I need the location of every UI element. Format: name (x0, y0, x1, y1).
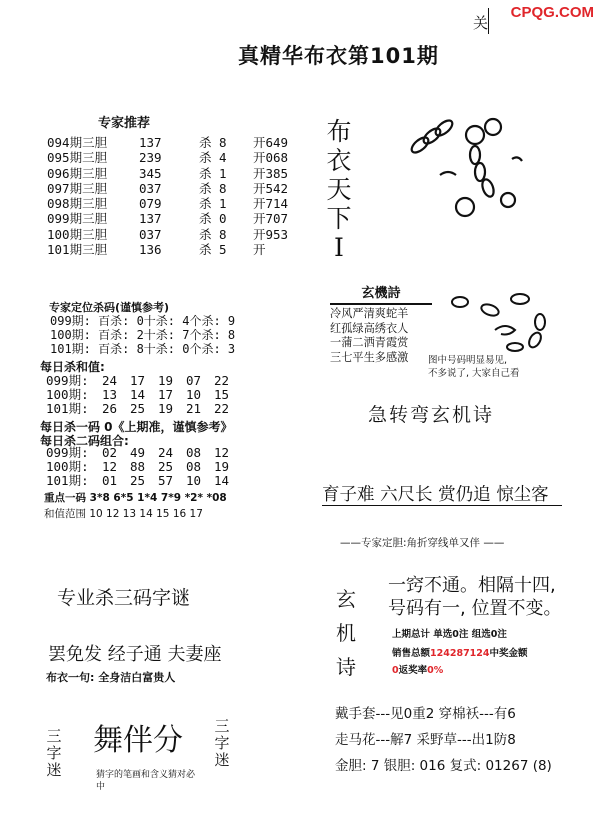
kill-three-answer: 罢免发 经子通 夫妻座 (48, 644, 222, 665)
poem-title: 玄機詩 (361, 286, 401, 301)
daily-kill-two-title: 每日杀二码组合: (40, 434, 129, 448)
list-item: 101期: 百杀: 8十杀: 0个杀: 3 (50, 342, 236, 356)
turn-poem-underline (322, 505, 562, 506)
list-item: 100期: 12 88 25 08 19 (46, 459, 230, 474)
riddle-main: 舞伴分 (93, 723, 183, 758)
list-item: 098期三胆 079 杀 1 开714 (47, 196, 289, 212)
list-item: 100期: 百杀: 2十杀: 7个杀: 8 (50, 328, 236, 342)
list-item: 冷风严清爽蛇羊 (330, 307, 409, 320)
riddle-label-right: 三字迷 (214, 717, 230, 769)
hint-list (335, 701, 552, 779)
list-item: 100期三胆 037 杀 8 开953 (47, 226, 289, 242)
chain-figure-top (400, 115, 530, 225)
tip-line-2: 号码有一, 位置不变。 (388, 598, 562, 619)
list-item: 099期三胆 137 杀 0 开707 (47, 211, 289, 227)
daily-kill-sum-list (46, 374, 242, 416)
expert-fixed-banner: ——专家定胆:角折穿线单又伴 —— (340, 537, 505, 549)
list-item: 099期: 02 49 24 08 12 (46, 445, 230, 460)
expert-recommend-title: 专家推荐 (98, 116, 151, 131)
corner-text: 关 (473, 14, 489, 32)
position-kill-list (50, 314, 235, 356)
position-kill-title: 专家定位杀码(谨慎参考) (49, 301, 170, 314)
list-item: 戴手套---见0重2 穿棉袄---有6 (335, 706, 516, 722)
list-item: 红孤绿高绣衣人 (330, 321, 409, 335)
watermark-text: CPQG.COM (510, 4, 594, 21)
list-item: 099期: 百杀: 0十杀: 4个杀: 9 (50, 314, 236, 328)
list-item: 099期: 24 17 19 07 22 (46, 373, 230, 388)
riddle-hint: 猜字的笔画和含义猜对必中 (96, 770, 196, 792)
list-item: 金胆: 7 银胆: 016 复式: 01267 (8) (335, 758, 552, 774)
poem-divider (330, 303, 432, 305)
daily-kill-sum-title: 每日杀和值: (40, 360, 105, 374)
list-item: 101期: 26 25 19 21 22 (46, 401, 230, 416)
sum-range: 和值范围 10 12 13 14 15 16 17 (44, 508, 203, 520)
turn-poem-title: 急转弯玄机诗 (368, 404, 495, 426)
bu-yi-vertical-title: 布衣天下I (326, 117, 352, 262)
figure-note: 图中号码明显易见, 不多说了, 大家自己看 (428, 355, 520, 379)
bu-yi-motto: 布衣一句: 全身洁白富贵人 (46, 671, 176, 684)
list-item: 三七平生多感激 (330, 350, 409, 364)
list-item: 101期三胆 136 杀 5 开 (47, 242, 266, 258)
daily-kill-two-list (46, 446, 242, 488)
return-rate: 0返奖率0% (392, 665, 444, 676)
tip-line-1: 一窍不通。相隔十四, (388, 575, 556, 596)
list-item: 一蒲二洒青霞赏 (330, 336, 409, 349)
list-item: 101期: 01 25 57 10 14 (46, 473, 230, 488)
poem-lines (330, 307, 432, 365)
page-title: 真精华布衣第101期 (238, 44, 439, 68)
kill-three-title: 专业杀三码字谜 (57, 587, 191, 609)
list-item: 097期三胆 037 杀 8 开542 (47, 180, 289, 196)
sales-total: 销售总额124287124中奖金额 (392, 648, 528, 659)
riddle-label-left: 三字迷 (46, 727, 62, 779)
key-one-code: 重点一码 3*8 6*5 1*4 7*9 *2* *08 (44, 492, 227, 504)
list-item: 096期三胆 345 杀 1 开385 (47, 165, 289, 181)
list-item: 094期三胆 137 杀 8 开649 (47, 135, 289, 150)
corner-divider (488, 8, 489, 34)
xuan-ji-vertical-title: 玄机诗 (336, 587, 356, 679)
chain-figure-middle (440, 290, 560, 355)
list-item: 100期: 13 14 17 10 15 (46, 387, 230, 402)
list-item: 095期三胆 239 杀 4 开068 (47, 150, 289, 166)
turn-poem-words: 育子难 六尺长 赏仍追 惊尘客 (322, 485, 549, 505)
expert-recommend-list (47, 135, 288, 257)
last-period-total: 上期总计 单选0注 组选0注 (392, 629, 507, 640)
list-item: 走马花---解7 采野草---出1防8 (335, 732, 516, 748)
daily-kill-one-title: 每日杀一码 0《上期准，谨慎参考》 (40, 420, 233, 434)
xuan-ji-poem (330, 282, 432, 365)
